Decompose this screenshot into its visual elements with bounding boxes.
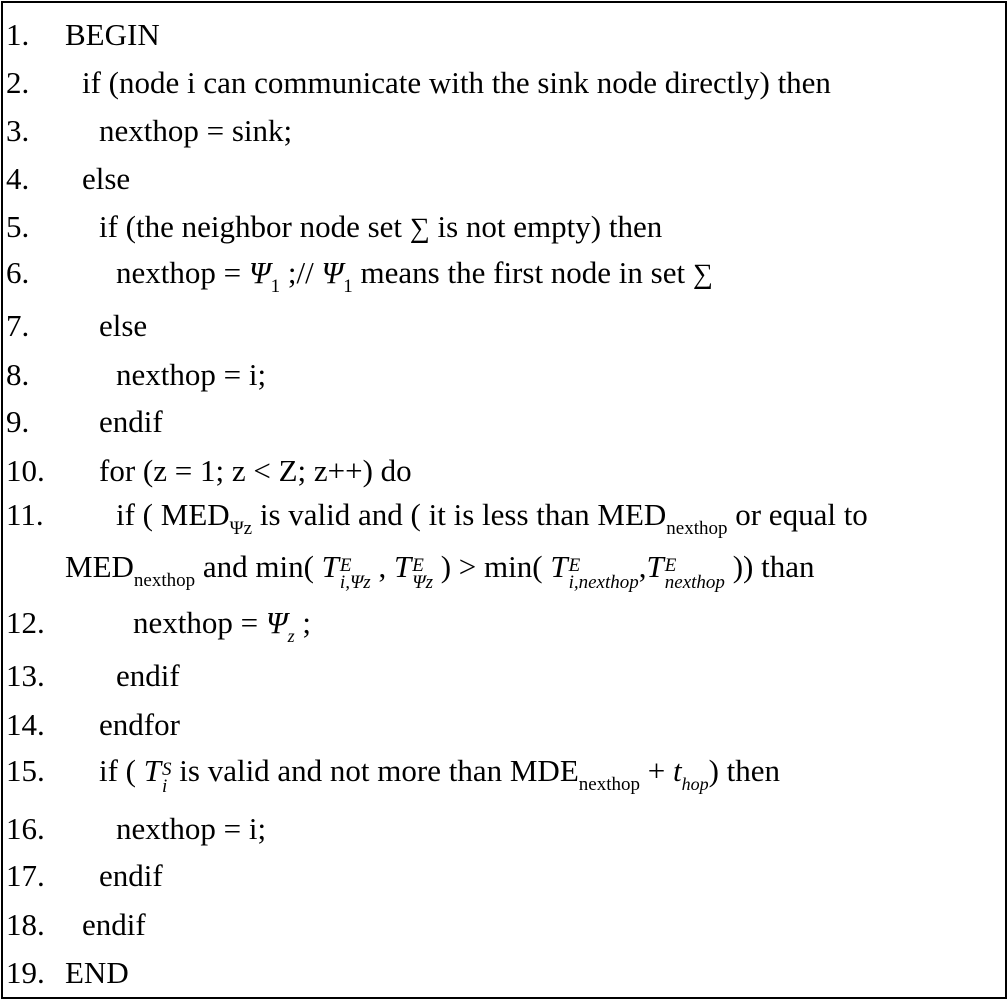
line-code (133, 603, 311, 647)
superscript: E (412, 554, 424, 576)
subscript: nexthop (578, 774, 640, 795)
line-number: 4. (6, 161, 30, 196)
sigma-symbol: ∑ (692, 259, 713, 290)
line-code: BEGIN (65, 17, 160, 52)
sigma-symbol: ∑ (409, 213, 430, 244)
superscript: E (568, 554, 581, 576)
subscript: nexthop (133, 570, 196, 591)
line-code: else (82, 161, 131, 196)
sup-sub-pair (339, 554, 371, 593)
subscript: i,nexthop (568, 571, 639, 593)
line-number: 1. (6, 17, 30, 52)
line-code: END (65, 955, 129, 990)
line-number: 9. (6, 404, 30, 439)
subscript: nexthop (666, 518, 728, 539)
code-text: ;// (280, 255, 322, 290)
line-code: for (z = 1; z < Z; z++) do (99, 453, 412, 488)
line-code (116, 495, 868, 540)
line-number: 14. (6, 707, 45, 742)
line-code: endfor (99, 707, 180, 742)
code-text: ; (294, 605, 312, 640)
line-number: 2. (6, 65, 30, 100)
line-code: nexthop = i; (116, 811, 267, 846)
code-text: )) than (724, 549, 815, 584)
code-text: MED (65, 549, 134, 584)
subscript: 1 (343, 276, 353, 297)
code-text: is not empty) then (429, 209, 663, 244)
code-text: is valid and not more than MDE (171, 753, 579, 788)
subscript: i,Ψz (339, 571, 371, 593)
code-text: if ( MED (116, 497, 230, 532)
line-number: 6. (6, 255, 30, 290)
line-code: $MED_{nexthop}$ and min( T E i,Ψz , T E Ψz ) > min( T E i,nexthop ,T E nexthop )) than (65, 549, 815, 593)
subscript: hop (681, 774, 709, 794)
sup-sub-pair (162, 758, 172, 797)
line-number: 12. (6, 605, 45, 640)
subscript: Ψz (412, 571, 433, 593)
psi-symbol: Ψ (248, 255, 271, 290)
t-symbol: T (143, 753, 162, 788)
algorithm-box (1, 1, 1007, 999)
line-code: endif (99, 404, 163, 439)
t-symbol: T (321, 549, 339, 584)
line-code (116, 253, 713, 298)
t-symbol: T (646, 549, 664, 584)
code-text: ) > min( (432, 549, 551, 584)
superscript: E (664, 554, 677, 576)
line-number: 18. (6, 907, 45, 942)
line-code (99, 751, 780, 796)
code-text: ) then (708, 753, 781, 788)
psi-symbol: Ψ (321, 255, 344, 290)
subscript: 1 (270, 276, 281, 297)
t-symbol: T (550, 549, 568, 584)
line-code: if (node i can communicate with the sink node directly) then (82, 65, 831, 100)
code-text: + (639, 753, 673, 788)
line-code: nexthop = sink; (99, 113, 293, 148)
subscript: Ψz (229, 518, 253, 539)
subscript: z (287, 626, 295, 646)
code-text: or equal to (727, 497, 868, 532)
line-number: 8. (6, 357, 30, 392)
code-text: if (the neighbor node set (99, 209, 410, 244)
subscript: nexthop (664, 571, 725, 593)
line-number: 13. (6, 658, 45, 693)
line-number: 10. (6, 453, 45, 488)
superscript: E (339, 554, 352, 576)
subscript: i (162, 775, 168, 797)
code-text: and min( (195, 549, 322, 584)
line-code: endif (99, 858, 163, 893)
line-number: 16. (6, 811, 45, 846)
sup-sub-pair (664, 554, 725, 593)
line-code: nexthop = i; (116, 357, 267, 392)
superscript: S (162, 758, 172, 780)
line-code: else (99, 308, 148, 343)
line-number: 5. (6, 209, 30, 244)
sup-sub-pair (412, 554, 433, 593)
line-number: 19. (6, 955, 45, 990)
line-code: endif (82, 907, 146, 942)
t-symbol: t (672, 753, 682, 788)
line-number: 11. (6, 497, 44, 532)
line-number: 15. (6, 753, 45, 788)
line-number: 17. (6, 858, 45, 893)
line-number: 7. (6, 308, 30, 343)
line-code (99, 207, 662, 249)
line-number: 3. (6, 113, 30, 148)
psi-symbol: Ψ (265, 605, 288, 640)
sup-sub-pair (568, 554, 639, 593)
line-code: endif (116, 658, 180, 693)
code-text: is valid and ( it is less than MED (252, 497, 667, 532)
code-text: nexthop = (133, 605, 266, 640)
t-symbol: T (393, 549, 412, 584)
code-text: nexthop = (116, 255, 249, 290)
code-text: means the first node in set (352, 255, 693, 290)
code-text: if ( (99, 753, 144, 788)
